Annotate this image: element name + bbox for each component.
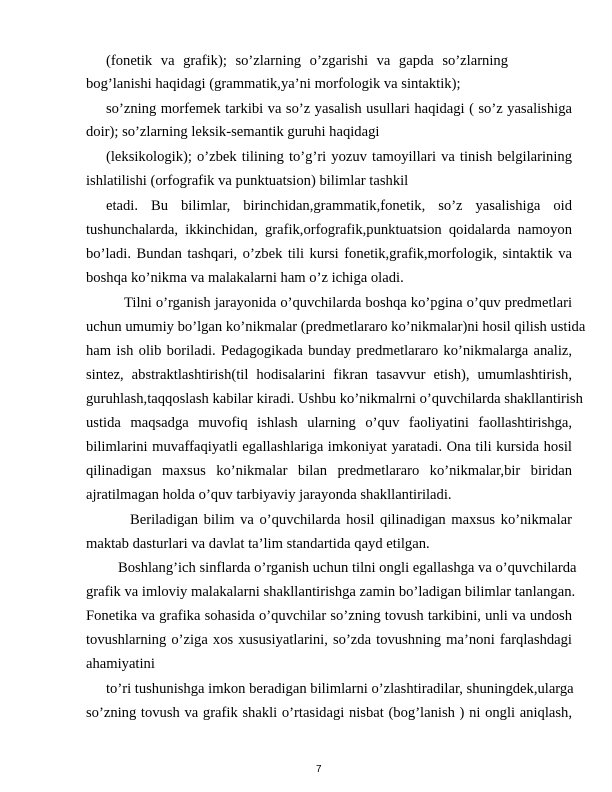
text-line: Tilni o’rganish jarayonida o’quvchilarda boshqa ko’pgina o’quv predmetlari [124,295,572,311]
text-line: bo’ladi. Bundan tashqari, o’zbek tili kursi fonetik,grafik,morfologik, sintaktik va [86,246,572,262]
text-line: ahamiyatini [86,656,155,672]
text-line: ham ish olib boriladi. Pedagogikada bunday predmetlararo ko’nikmalarga analiz, [86,343,572,359]
text-line: ustida maqsadga muvofiq ishlash ularning o’quv faoliyatini faollashtirishga, [86,415,572,431]
text-line: boshqa ko’nikma va malakalarni ham o’z ichiga oladi. [86,270,404,286]
text-line: uchun umumiy bo’lgan ko’nikmalar (predmetlararo ko’nikmalar)ni hosil qilish ustida [86,319,586,335]
text-line: sintez, abstraktlashtirish(til hodisalarini fikran tasavvur etish), umumlashtirish, [86,367,572,383]
text-line: qilinadigan maxsus ko’nikmalar bilan predmetlararo ko’nikmalar,bir biridan [86,463,572,479]
text-line: Beriladigan bilim va o’quvchilarda hosil qilinadigan maxsus ko’nikmalar [130,512,572,528]
text-line: tovushlarning o’ziga xos xususiyatlarini, so’zda tovushning ma’noni farqlashdagi [86,632,572,648]
text-line: so’zning morfemek tarkibi va so’z yasalish usullari haqidagi ( so’z yasalishiga [106,101,572,117]
text-line: (fonetik va grafik); so’zlarning o’zgarishi va gapda so’zlarning [106,53,508,69]
text-line: maktab dasturlari va davlat ta’lim standartida qayd etilgan. [86,536,430,552]
text-line: guruhlash,taqqoslash kabilar kiradi. Ushbu ko’nikmalrni o’quvchilarda shakllantirish [86,391,583,407]
text-line: bog’lanishi haqidagi (grammatik,ya’ni morfologik va sintaktik); [86,76,461,92]
text-line: etadi. Bu bilimlar, birinchidan,grammatik,fonetik, so’z yasalishiga oid [106,198,572,214]
text-line: bilimlarini muvaffaqiyatli egallashlariga imkoniyat yaratadi. Ona tili kursida hosil [86,439,572,455]
text-line: to’ri tushunishga imkon beradigan bilimlarni o’zlashtiradilar, shuningdek,ularga [106,681,574,697]
text-line: Fonetika va grafika sohasida o’quvchilar so’zning tovush tarkibini, unli va undosh [86,608,572,624]
text-line: ishlatilishi (orfografik va punktuatsion) bilimlar tashkil [86,173,409,189]
text-line: ajratilmagan holda o’quv tarbiyaviy jarayonda shakllantiriladi. [86,487,452,503]
page-number: 7 [316,764,322,775]
text-line: Boshlang’ich sinflarda o’rganish uchun tilni ongli egallashga va o’quvchilarda [118,560,577,576]
text-line: so’zning tovush va grafik shakli o’rtasidagi nisbat (bog’lanish ) ni ongli aniqlash, [86,705,572,721]
text-line: doir); so’zlarning leksik-semantik guruhi haqidagi [86,124,380,140]
text-line: tushunchalarda, ikkinchidan, grafik,orfografik,punktuatsion qoidalarda namoyon [86,222,572,238]
text-line: grafik va imloviy malakalarni shakllantirishga zamin bo’ladigan bilimlar tanlangan. [86,584,576,600]
text-line: (leksikologik); o’zbek tilining to’g’ri yozuv tamoyillari va tinish belgilarining [106,149,572,165]
